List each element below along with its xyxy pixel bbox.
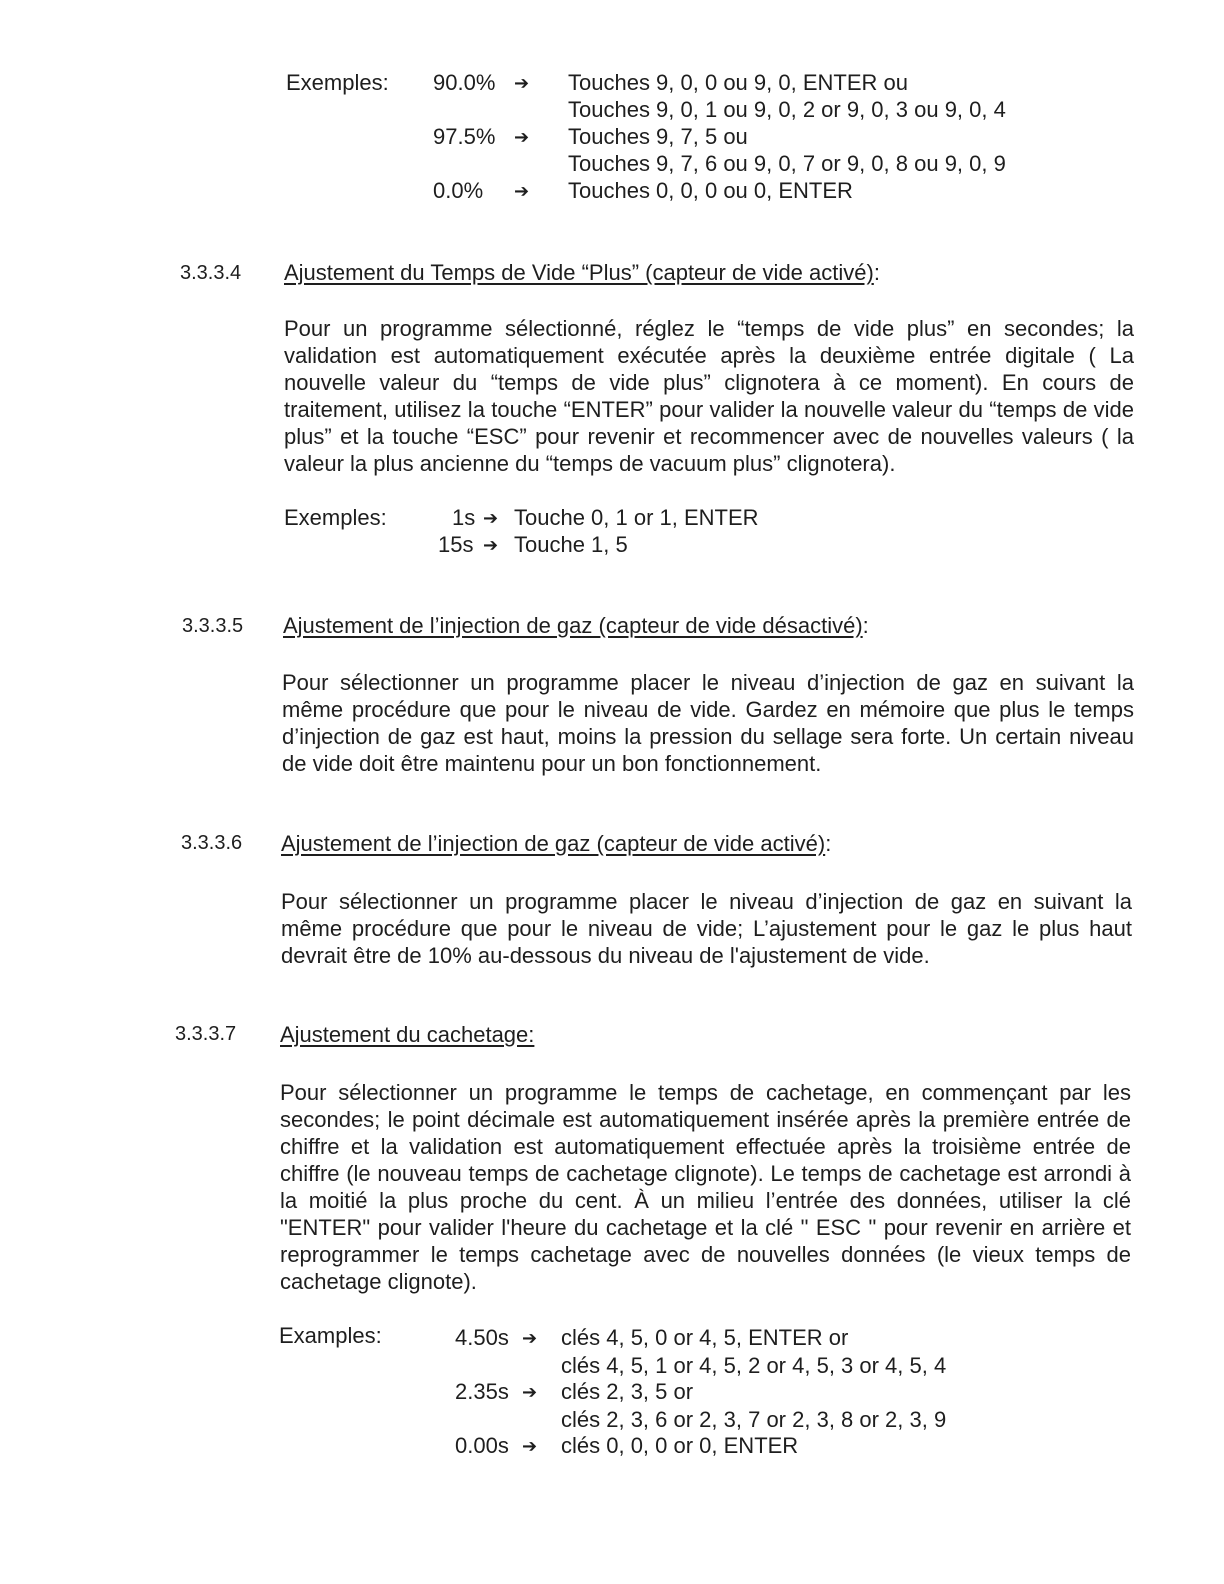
- top-examples-label: Exemples:: [286, 70, 389, 95]
- section-title: Ajustement de l’injection de gaz (capteur de vide activé): [281, 831, 826, 856]
- section-title: Ajustement de l’injection de gaz (capteur de vide désactivé): [283, 613, 863, 638]
- example-text: clés 2, 3, 5 or: [561, 1379, 694, 1404]
- example-value: 15s: [438, 532, 474, 557]
- example-value: 2.35s: [455, 1379, 509, 1404]
- example-text: Touche 1, 5: [514, 532, 628, 557]
- top-example-text: Touches 9, 7, 5 ou: [568, 124, 748, 149]
- arrow-icon: ➔: [483, 508, 499, 528]
- section-body: Pour sélectionner un programme le temps de cachetage, en commençant par les secondes; le point décimale est automatiquement insérée après la première entrée de chiffre et la validation est automatiquement effectuée après la troisième entrée de chiffre (le nouveau temps de cachetage clignote). Le temps de cachetage est arrondi à la moitié la plus proche du cent. À un milieu l’entrée des données, utiliser la clé "ENTER" pour valider l'heure du cachetage et la clé " ESC " pour revenir en arrière et reprogrammer le temps cachetage avec de nouvelles données (le vieux temps de cachetage clignote).: [280, 1080, 1131, 1294]
- top-example-text: Touches 9, 0, 1 ou 9, 0, 2 or 9, 0, 3 ou 9, 0, 4: [568, 97, 1006, 122]
- example-value: 4.50s: [455, 1325, 509, 1350]
- top-example-text: Touches 0, 0, 0 ou 0, ENTER: [568, 178, 853, 203]
- top-example-text: Touches 9, 0, 0 ou 9, 0, ENTER ou: [568, 70, 908, 95]
- top-example-value: 97.5%: [433, 124, 496, 149]
- section-number: 3.3.3.6: [181, 832, 243, 854]
- example-text: clés 4, 5, 1 or 4, 5, 2 or 4, 5, 3 or 4, 5, 4: [561, 1353, 947, 1378]
- top-example-value: 90.0%: [433, 70, 496, 95]
- top-example-value: 0.0%: [433, 178, 484, 203]
- section-number: 3.3.3.7: [175, 1023, 237, 1045]
- example-text: Touche 0, 1 or 1, ENTER: [514, 505, 759, 530]
- arrow-icon: ➔: [522, 1328, 538, 1348]
- section-number: 3.3.3.5: [182, 615, 244, 637]
- section-heading: [283, 613, 869, 639]
- example-value: 1s: [452, 505, 476, 530]
- top-example-text: Touches 9, 7, 6 ou 9, 0, 7 or 9, 0, 8 ou 9, 0, 9: [568, 151, 1006, 176]
- example-value: 0.00s: [455, 1433, 509, 1458]
- example-text: clés 4, 5, 0 or 4, 5, ENTER or: [561, 1325, 849, 1350]
- examples-label: Exemples:: [284, 505, 387, 530]
- section-colon: :: [873, 260, 880, 285]
- example-text: clés 2, 3, 6 or 2, 3, 7 or 2, 3, 8 or 2, 3, 9: [561, 1407, 947, 1432]
- section-heading: [284, 260, 880, 286]
- example-text: clés 0, 0, 0 or 0, ENTER: [561, 1433, 799, 1458]
- section-title: Ajustement du Temps de Vide “Plus” (capteur de vide activé): [284, 260, 874, 285]
- arrow-icon: ➔: [522, 1382, 538, 1402]
- examples-label: Examples:: [279, 1323, 382, 1348]
- section-colon: :: [862, 613, 869, 638]
- section-heading: [281, 831, 831, 857]
- arrow-icon: ➔: [514, 181, 530, 201]
- arrow-icon: ➔: [514, 127, 530, 147]
- arrow-icon: ➔: [522, 1436, 538, 1456]
- arrow-icon: ➔: [483, 535, 499, 555]
- section-number: 3.3.3.4: [180, 262, 242, 284]
- section-colon: :: [825, 831, 832, 856]
- section-body: Pour sélectionner un programme placer le niveau d’injection de gaz en suivant la même procédure que pour le niveau de vide; L’ajustement pour le gaz le plus haut devrait être de 10% au-dessous du niveau de l'ajustement de vide.: [281, 889, 1132, 968]
- section-body: Pour sélectionner un programme placer le niveau d’injection de gaz en suivant la même procédure que pour le niveau de vide. Gardez en mémoire que plus le temps d’injection de gaz est haut, moins la pression du sellage sera forte. Un certain niveau de vide doit être maintenu pour un bon fonctionnement.: [282, 670, 1134, 776]
- section-title: Ajustement du cachetage:: [280, 1022, 535, 1047]
- arrow-icon: ➔: [514, 73, 530, 93]
- section-body: Pour un programme sélectionné, réglez le “temps de vide plus” en secondes; la validation est automatiquement exécutée après la deuxième entrée digitale ( La nouvelle valeur du “temps de vide plus” clignotera à ce moment). En cours de traitement, utilisez la touche “ENTER” pour valider la nouvelle valeur du “temps de vide plus” et la touche “ESC” pour revenir et recommencer avec de nouvelles valeurs ( la valeur la plus ancienne du “temps de vacuum plus” clignotera).: [284, 316, 1134, 476]
